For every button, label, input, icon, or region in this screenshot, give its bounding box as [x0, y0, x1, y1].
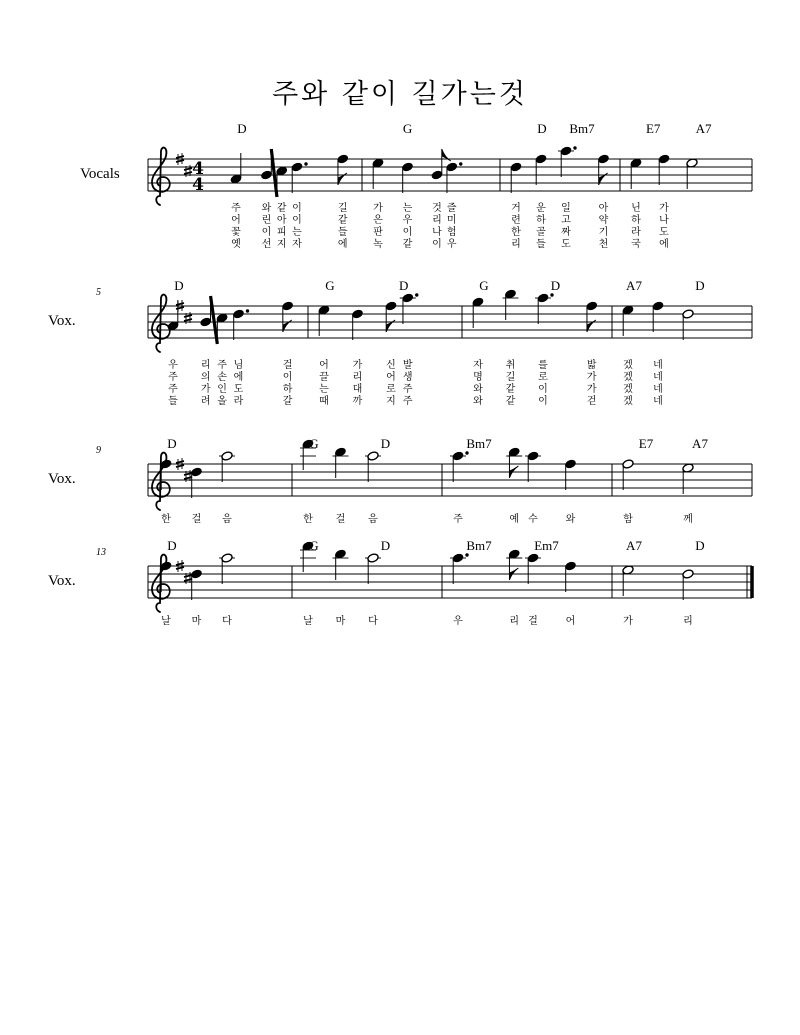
lyric-syllable: 주: [217, 360, 227, 371]
lyric-syllable: 로: [538, 372, 548, 383]
lyric-syllable: 다: [222, 616, 232, 627]
lyric-syllable: 하: [282, 384, 293, 395]
lyric-syllable: 같: [505, 384, 516, 395]
lyric-syllable: 끌: [319, 372, 329, 383]
lyric-syllable: 약: [598, 215, 609, 226]
lyric-syllable: 가: [200, 384, 211, 395]
lyric-syllable: 의: [200, 372, 211, 383]
lyric-syllable: 골: [536, 227, 546, 238]
lyric-syllable: 린: [261, 215, 272, 226]
lyric-syllable: 때: [319, 396, 329, 407]
lyric-syllable: 리: [200, 360, 211, 371]
chord-symbol: A7: [692, 436, 708, 451]
chord-symbol: D: [380, 436, 391, 451]
lyric-syllable: 밟: [586, 360, 597, 371]
lyric-syllable: 지: [386, 396, 396, 407]
lyric-syllable: 같: [276, 203, 287, 214]
chord-symbol: D: [380, 538, 391, 553]
lyric-syllable: 천: [598, 239, 609, 250]
notehead: [221, 451, 233, 461]
chord-symbol: Bm7: [466, 538, 492, 553]
lyric-syllable: 네: [653, 372, 663, 383]
notehead: [190, 569, 202, 579]
lyric-syllable: 다: [368, 616, 378, 627]
time-signature-bottom: 4: [192, 175, 204, 195]
lyric-syllable: 취: [505, 360, 516, 371]
song-title: 주와 같이 길가는것: [272, 79, 528, 110]
lyric-syllable: 는: [319, 384, 329, 395]
augmentation-dot: [246, 309, 249, 312]
lyric-syllable: 와: [261, 203, 272, 214]
lyric-syllable: 련: [511, 215, 521, 226]
lyric-syllable: 겠: [623, 360, 633, 371]
lyric-syllable: 마: [191, 616, 202, 627]
notehead: [431, 170, 443, 180]
lyric-syllable: 한: [511, 227, 521, 238]
lyric-syllable: 한: [161, 514, 171, 525]
lyric-syllable: 겠: [623, 384, 633, 395]
lyric-syllable: 손: [217, 372, 227, 383]
lyric-syllable: 음: [368, 514, 378, 525]
notehead: [221, 553, 233, 563]
sharp-icon-bar: [184, 168, 192, 174]
chord-symbol: G: [325, 278, 335, 293]
lyric-syllable: 꽃: [231, 227, 241, 238]
lyric-syllable: 가: [586, 384, 597, 395]
chord-symbol: D: [167, 538, 177, 553]
notehead: [351, 309, 363, 319]
lyric-syllable: 날: [303, 616, 313, 627]
lyric-syllable: 아: [598, 203, 609, 214]
lyric-syllable: 주: [402, 396, 413, 407]
lyric-syllable: 이: [402, 227, 413, 238]
lyric-syllable: 마: [335, 616, 346, 627]
lyric-syllable: 이: [292, 215, 302, 226]
augmentation-dot: [415, 293, 418, 296]
lyric-syllable: 피: [276, 227, 287, 238]
chord-symbol: Em7: [534, 538, 559, 553]
lyric-syllable: 험: [446, 227, 457, 238]
lyric-syllable: 같: [337, 215, 348, 226]
lyric-syllable: 우: [446, 239, 457, 250]
chord-symbol: G: [402, 121, 413, 136]
lyric-syllable: 신: [386, 360, 396, 371]
lyric-syllable: 길: [337, 203, 348, 214]
lyric-syllable: 옛: [231, 239, 241, 250]
notehead: [597, 154, 609, 164]
chord-symbol: A7: [626, 278, 642, 293]
chord-symbol: D: [167, 436, 177, 451]
chord-symbol: E7: [638, 436, 654, 451]
notehead: [190, 467, 202, 477]
chord-symbol: A7: [626, 538, 642, 553]
lyric-syllable: 도: [561, 239, 571, 250]
lyric-syllable: 라: [631, 227, 641, 238]
lyric-syllable: 겠: [623, 396, 633, 407]
lyric-syllable: 함: [623, 514, 633, 525]
notehead: [452, 553, 464, 563]
lyric-syllable: 같: [402, 239, 413, 250]
time-signature-top: 4: [192, 159, 204, 179]
lyric-syllable: 인: [217, 384, 227, 395]
lyric-syllable: 은: [373, 215, 383, 226]
notehead: [527, 451, 539, 461]
notehead: [682, 569, 694, 579]
treble-clef-icon: [152, 148, 170, 205]
lyric-syllable: 대: [352, 384, 363, 395]
lyric-syllable: 어: [386, 372, 396, 383]
lyric-syllable: 걷: [586, 396, 597, 407]
notehead: [452, 451, 464, 461]
lyric-syllable: 음: [222, 514, 232, 525]
notehead: [527, 553, 539, 563]
notehead: [367, 451, 379, 461]
lyric-syllable: 명: [473, 372, 483, 383]
lyric-syllable: 지: [276, 239, 287, 250]
lyric-syllable: 운: [536, 203, 546, 214]
chord-symbol: D: [695, 278, 705, 293]
lyric-syllable: 주: [168, 384, 178, 395]
lyric-syllable: 우: [453, 616, 463, 627]
lyric-syllable: 나: [659, 215, 669, 226]
notehead: [367, 553, 379, 563]
chord-symbol: D: [398, 278, 409, 293]
lyric-syllable: 어: [565, 616, 576, 627]
lyric-syllable: 에: [233, 372, 244, 383]
notehead: [564, 459, 576, 469]
lyric-syllable: 미: [446, 215, 457, 226]
lyric-syllable: 올: [217, 396, 227, 407]
lyric-syllable: 생: [402, 372, 413, 383]
lyric-syllable: 우: [168, 360, 178, 371]
lyric-syllable: 수: [528, 514, 538, 525]
measure-number: 13: [96, 547, 106, 558]
notehead: [652, 301, 664, 311]
beam: [271, 149, 277, 197]
notehead: [510, 162, 522, 172]
lyric-syllable: 리: [432, 215, 442, 226]
lyric-syllable: 도: [659, 227, 669, 238]
lyric-syllable: 걸: [191, 514, 202, 525]
lyric-syllable: 이: [292, 203, 302, 214]
notehead: [586, 301, 598, 311]
lyric-syllable: 가: [623, 616, 633, 627]
lyric-syllable: 들: [536, 239, 546, 250]
notehead: [282, 301, 294, 311]
augmentation-dot: [573, 146, 576, 149]
notehead: [622, 459, 634, 469]
lyric-syllable: 아: [276, 215, 287, 226]
lyric-syllable: 들: [337, 227, 348, 238]
chord-symbol: G: [309, 436, 319, 451]
treble-clef-icon: [152, 295, 170, 352]
notehead: [385, 301, 397, 311]
lyric-syllable: 려: [200, 396, 211, 407]
lyric-syllable: 에: [337, 239, 348, 250]
notehead: [200, 317, 212, 327]
lyric-syllable: 길: [505, 372, 516, 383]
chord-symbol: D: [237, 121, 247, 136]
lyric-syllable: 하: [631, 215, 641, 226]
lyric-syllable: 같: [505, 396, 516, 407]
lyric-syllable: 를: [538, 360, 548, 371]
notehead: [560, 146, 572, 156]
lyric-syllable: 주: [453, 514, 463, 525]
lyric-syllable: 가: [659, 203, 669, 214]
lyric-syllable: 즐: [446, 203, 457, 214]
lyric-syllable: 와: [473, 396, 483, 407]
lyric-syllable: 갈: [282, 396, 293, 407]
sharp-icon-bar: [184, 575, 192, 581]
lyric-syllable: 겠: [623, 372, 633, 383]
lyric-syllable: 녹: [373, 239, 383, 250]
lyric-syllable: 걸: [282, 360, 293, 371]
lyric-syllable: 이: [261, 227, 272, 238]
lyric-syllable: 들: [168, 396, 178, 407]
lyric-syllable: 국: [631, 239, 641, 250]
notehead: [291, 162, 303, 172]
lyric-syllable: 라: [233, 396, 244, 407]
beam: [211, 296, 218, 344]
lyric-syllable: 일: [561, 203, 571, 214]
lyric-syllable: 리: [511, 239, 521, 250]
augmentation-dot: [459, 162, 462, 165]
lyric-syllable: 것: [432, 203, 442, 214]
lyric-syllable: 가: [352, 360, 363, 371]
lyric-syllable: 닌: [631, 203, 641, 214]
notehead: [337, 154, 349, 164]
sharp-icon-bar: [184, 473, 192, 479]
lyric-syllable: 우: [402, 215, 413, 226]
lyric-syllable: 리: [352, 372, 363, 383]
lyric-syllable: 예: [509, 514, 520, 525]
chord-symbol: D: [550, 278, 561, 293]
lyric-syllable: 는: [402, 203, 413, 214]
lyric-syllable: 가: [373, 203, 383, 214]
measure-number: 9: [96, 445, 101, 456]
lyric-syllable: 네: [653, 384, 663, 395]
notehead: [232, 309, 244, 319]
lyric-syllable: 이: [538, 396, 548, 407]
lyric-syllable: 어: [231, 215, 241, 226]
sharp-icon-bar: [184, 315, 192, 321]
lyric-syllable: 는: [292, 227, 302, 238]
chord-symbol: D: [537, 121, 547, 136]
instrument-name: Vox.: [48, 313, 76, 329]
lyric-syllable: 주: [231, 203, 241, 214]
lyric-syllable: 주: [402, 384, 413, 395]
lyric-syllable: 판: [373, 227, 383, 238]
lyric-syllable: 걸: [528, 616, 538, 627]
lyric-syllable: 짜: [561, 227, 571, 238]
chord-symbol: G: [479, 278, 489, 293]
instrument-name: Vox.: [48, 573, 76, 589]
lyric-syllable: 이: [432, 239, 442, 250]
instrument-name: Vox.: [48, 471, 76, 487]
lyric-syllable: 께: [683, 514, 693, 525]
lyric-syllable: 어: [319, 360, 329, 371]
lyric-syllable: 로: [386, 384, 396, 395]
lyric-syllable: 네: [653, 360, 663, 371]
lyric-syllable: 와: [473, 384, 483, 395]
chord-symbol: E7: [645, 121, 661, 136]
measure-number: 5: [96, 287, 101, 298]
notehead: [402, 293, 414, 303]
instrument-name: Vocals: [80, 166, 120, 182]
chord-symbol: D: [695, 538, 705, 553]
notehead: [446, 162, 458, 172]
lyric-syllable: 주: [168, 372, 178, 383]
lyric-syllable: 하: [536, 215, 546, 226]
lyric-syllable: 네: [653, 396, 663, 407]
chord-symbol: G: [309, 538, 319, 553]
notehead: [682, 309, 694, 319]
augmentation-dot: [304, 162, 307, 165]
lyric-syllable: 리: [683, 616, 693, 627]
notehead: [535, 154, 547, 164]
lyric-syllable: 도: [233, 384, 244, 395]
lyric-syllable: 자: [292, 239, 302, 250]
chord-symbol: A7: [695, 121, 712, 136]
chord-symbol: Bm7: [569, 121, 595, 136]
lyric-syllable: 이: [282, 372, 293, 383]
lyric-syllable: 기: [598, 227, 609, 238]
notehead: [260, 170, 272, 180]
lyric-syllable: 거: [511, 203, 521, 214]
lyric-syllable: 가: [586, 372, 597, 383]
lyric-syllable: 자: [473, 360, 483, 371]
lyric-syllable: 까: [352, 396, 363, 407]
lyric-syllable: 이: [538, 384, 548, 395]
chord-symbol: Bm7: [466, 436, 492, 451]
lyric-syllable: 님: [233, 360, 244, 371]
notehead: [537, 293, 549, 303]
lyric-syllable: 발: [402, 360, 413, 371]
lyric-syllable: 선: [261, 239, 272, 250]
lyric-syllable: 리: [509, 616, 520, 627]
chord-symbol: D: [174, 278, 184, 293]
lyric-syllable: 날: [161, 616, 171, 627]
notehead: [564, 561, 576, 571]
lyric-syllable: 와: [565, 514, 576, 525]
notehead: [658, 154, 670, 164]
lyric-syllable: 나: [432, 227, 442, 238]
lyric-syllable: 한: [303, 514, 313, 525]
notehead: [401, 162, 413, 172]
lyric-syllable: 에: [659, 239, 669, 250]
lyric-syllable: 고: [561, 215, 571, 226]
lyric-syllable: 걸: [335, 514, 346, 525]
